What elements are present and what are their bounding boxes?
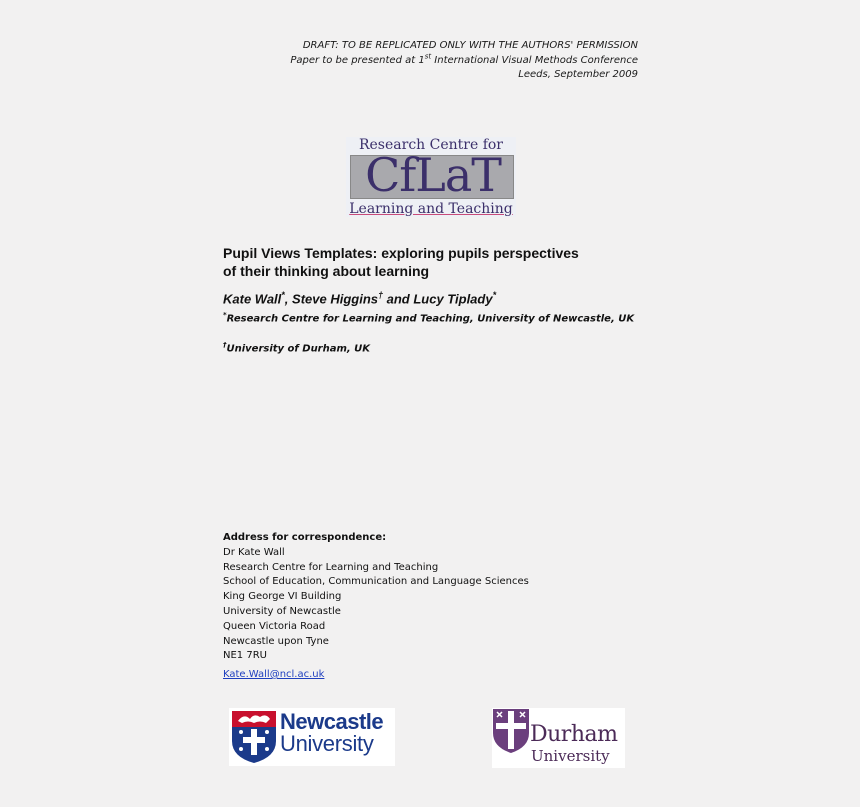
address-line: School of Education, Communication and Language Sciences [223,576,529,588]
email-link[interactable]: Kate.Wall@ncl.ac.uk [223,669,325,680]
affiliation-newcastle: *Research Centre for Learning and Teaching, University of Newcastle, UK [223,311,635,325]
author-name: , Steve Higgins [284,291,378,307]
author-name: and Lucy Tiplady [383,291,493,307]
durham-wordmark: Durham [530,722,618,747]
address-line: Dr Kate Wall [223,546,285,558]
address-line: King George VI Building [223,591,342,603]
address-line: Newcastle upon Tyne [223,635,329,647]
durham-crest-icon [493,709,529,753]
cflat-logo-letters: CfLaT [365,148,501,202]
draft-notice [290,39,638,83]
address-line: NE1 7RU [223,650,267,662]
cflat-logo [346,137,516,217]
newcastle-shield-icon [232,711,276,763]
newcastle-wordmark: Newcastle [280,709,384,734]
draft-line: DRAFT: TO BE REPLICATED ONLY WITH THE AUTHORS' PERMISSION [302,40,638,51]
address-line: University of Newcastle [223,605,341,617]
durham-university-word: University [531,747,610,765]
correspondence-heading: Address for correspondence: [223,532,387,543]
durham-university-logo [492,708,625,768]
correspondence-address [223,531,529,664]
author-list: Kate Wall*, Steve Higgins† and Lucy Tiplady* [223,290,497,307]
cflat-logo-line1: Research Centre for [358,137,503,153]
address-line: Queen Victoria Road [223,620,326,632]
author-name: Kate Wall [223,291,282,307]
location-date: Leeds, September 2009 [518,69,638,80]
newcastle-university-logo [229,708,395,766]
paper-title: Pupil Views Templates: exploring pupils perspectives of their thinking about learning [223,245,579,279]
address-line: Research Centre for Learning and Teaching [223,561,439,573]
affiliation-durham: †University of Durham, UK [223,341,371,355]
conference-line: Paper to be presented at 1st International Visual Methods Conference [290,52,638,66]
cflat-logo-line2: Learning and Teaching [349,201,513,217]
newcastle-university-word: University [280,731,374,756]
